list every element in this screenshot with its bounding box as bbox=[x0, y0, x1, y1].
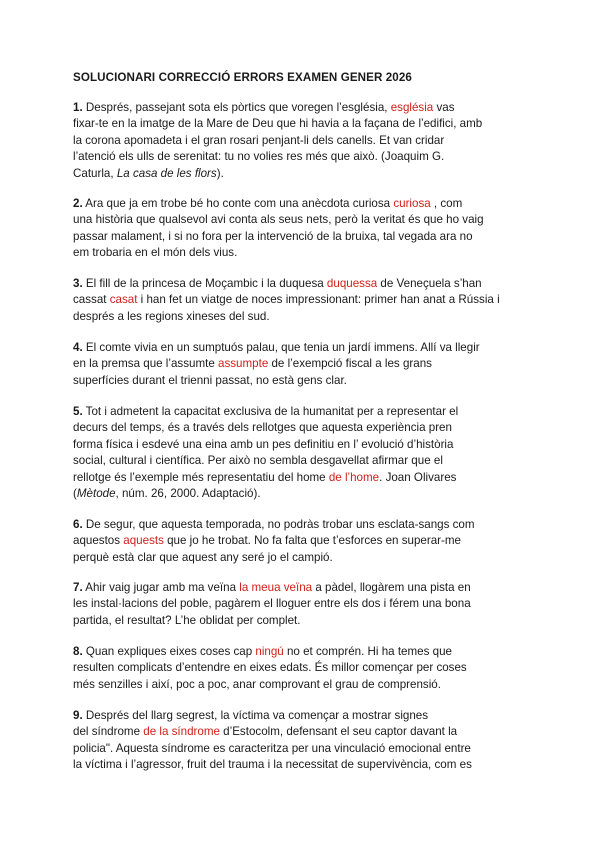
text-span: aquestos bbox=[73, 534, 124, 548]
exercise-7-line-3: partida, el resultat? L’he oblidat per complet. bbox=[73, 613, 301, 627]
text-span: Tot i admetent la capacitat exclusiva de la humanitat per a representar el bbox=[82, 405, 459, 418]
text-span: vas bbox=[433, 101, 455, 114]
text-span: d’Estocolm, defensant el seu captor davant la bbox=[219, 725, 458, 739]
exercise-number: 4. bbox=[73, 341, 83, 354]
correction-text: casat bbox=[109, 293, 138, 307]
text-span: . Joan Olivares bbox=[379, 470, 457, 484]
exercise-6-line-2 bbox=[73, 533, 533, 549]
exercise-5-line-4: social, cultural i científica. Per això no sembla desgavellat afirmar que el bbox=[73, 454, 443, 468]
exercise-5-line-6 bbox=[73, 486, 533, 502]
exercise-number: 8. bbox=[73, 645, 83, 658]
exercise-2-line-2: una història que qualsevol avi conta als seus nets, però la veritat és que ho vaig bbox=[73, 213, 484, 227]
text-span: Ara que ja em trobe bé ho conte com una anècdota curiosa bbox=[82, 197, 394, 210]
exercise-3 bbox=[73, 276, 533, 325]
text-span: ). bbox=[216, 166, 224, 180]
exercise-9-line-4: la víctima i l’agressor, fruit del trauma i la necessitat de supervivència, com es bbox=[73, 758, 472, 772]
text-span: ( bbox=[73, 487, 77, 501]
text-span: de Veneçuela s’han bbox=[377, 277, 482, 290]
exercise-3-line-3: després a les regions xineses del sud. bbox=[73, 309, 270, 323]
text-span: El comte vivia en un sumptuós palau, que tenia un jardí immens. Allí va llegir bbox=[82, 341, 480, 354]
text-span: que jo he trobat. No fa falta que t’esforces en superar-me bbox=[163, 534, 461, 548]
exercise-6 bbox=[73, 517, 533, 566]
exercise-7-line-1 bbox=[73, 580, 533, 596]
exercise-9-line-1 bbox=[73, 708, 533, 724]
exercise-8-line-1 bbox=[73, 644, 533, 660]
exercise-5-line-5 bbox=[73, 470, 533, 486]
text-span: de l’exempció fiscal a les grans bbox=[268, 357, 432, 371]
exercise-number: 1. bbox=[73, 101, 83, 114]
text-span: Quan expliques eixes coses cap bbox=[82, 645, 256, 658]
exercise-1-line-3: la corona apomadeta i el gran rosari penjant-li dels canells. Et van cridar bbox=[73, 133, 445, 147]
exercise-1 bbox=[73, 100, 533, 182]
text-span: , núm. 26, 2000. Adaptació). bbox=[115, 487, 261, 501]
exercise-9-line-3: policia". Aquesta síndrome es caracteritza per una vinculació emocional entre bbox=[73, 741, 471, 755]
exercise-1-line-4: l’atenció els ulls de serenitat: tu no volies res més que això. (Joaquim G. bbox=[73, 150, 445, 164]
correction-text: església bbox=[390, 101, 434, 114]
exercise-4-line-2 bbox=[73, 356, 533, 372]
exercise-4 bbox=[73, 340, 533, 389]
exercise-5-line-3: forma física i esdevé una eina amb un pes definitiu en l’ evolució d’història bbox=[73, 437, 454, 451]
correction-text: de l’home bbox=[328, 470, 380, 484]
text-span: no et comprén. Hi ha temes que bbox=[283, 645, 452, 658]
exercise-5 bbox=[73, 404, 533, 502]
exercise-8-line-3: més senzilles i així, poc a poc, anar comprovant el grau de comprensió. bbox=[73, 677, 441, 691]
text-span: rellotge és l’exemple més representatiu del home bbox=[73, 470, 329, 484]
document-title: SOLUCIONARI CORRECCIÓ ERRORS EXAMEN GENER 2026 bbox=[73, 71, 412, 84]
exercise-2 bbox=[73, 196, 533, 262]
exercise-number: 5. bbox=[73, 405, 83, 418]
exercise-number: 7. bbox=[73, 581, 83, 594]
exercise-5-line-1 bbox=[73, 404, 533, 420]
exercise-3-line-1 bbox=[73, 276, 533, 292]
exercise-7 bbox=[73, 580, 533, 629]
exercise-6-line-1 bbox=[73, 517, 533, 533]
exercise-3-line-2 bbox=[73, 292, 533, 308]
correction-text: ningú bbox=[255, 645, 284, 658]
exercise-2-line-4: em trobaria en el món dels vius. bbox=[73, 246, 238, 260]
text-span: en la premsa que l’assumte bbox=[73, 357, 218, 371]
correction-text: duquessa bbox=[326, 277, 378, 290]
text-span: Després, passejant sota els pòrtics que voregen l’església, bbox=[82, 101, 391, 114]
journal-title: Mètode bbox=[76, 487, 116, 501]
exercise-5-line-2: decurs del temps, és a través dels rellotges que aquesta experiència pren bbox=[73, 421, 452, 435]
exercise-6-line-3: perquè està clar que aquest any seré jo el campió. bbox=[73, 550, 333, 564]
exercise-4-line-1 bbox=[73, 340, 533, 356]
text-span: El fill de la princesa de Moçambic i la duquesa bbox=[82, 277, 327, 290]
exercise-9 bbox=[73, 708, 533, 774]
exercise-7-line-2: les instal·lacions del poble, pagàrem el lloguer entre els dos i férem una bona bbox=[73, 597, 471, 611]
exercise-1-line-5 bbox=[73, 166, 533, 182]
exercise-number: 6. bbox=[73, 518, 83, 531]
exercise-number: 9. bbox=[73, 709, 83, 722]
text-span: , com bbox=[430, 197, 463, 210]
text-span: i han fet un viatge de noces impressionant: primer han anat a Rússia i bbox=[137, 293, 500, 307]
exercise-2-line-3: passar malament, i si no fora per la intervenció de la bruixa, tal vegada ara no bbox=[73, 229, 473, 243]
exercise-1-line-1 bbox=[73, 100, 533, 116]
exercise-2-line-1 bbox=[73, 196, 533, 212]
correction-text: assumpte bbox=[218, 357, 269, 371]
exercise-4-line-3: superfícies durant el trienni passat, no està gens clar. bbox=[73, 373, 347, 387]
exercise-8 bbox=[73, 644, 533, 693]
text-span: De segur, que aquesta temporada, no podràs trobar uns esclata-sangs com bbox=[82, 518, 475, 531]
book-title: La casa de les flors bbox=[116, 166, 217, 180]
text-span: cassat bbox=[73, 293, 110, 307]
correction-text: de la síndrome bbox=[143, 725, 220, 739]
text-span: Ahir vaig jugar amb ma veïna bbox=[82, 581, 240, 594]
exercise-number: 3. bbox=[73, 277, 83, 290]
correction-text: curiosa bbox=[393, 197, 431, 210]
text-span: Caturla, bbox=[73, 166, 117, 180]
text-span: Després del llarg segrest, la víctima va començar a mostrar signes bbox=[82, 709, 429, 722]
exercise-1-line-2: fixar-te en la imatge de la Mare de Deu que hi havia a la façana de l’edifici, amb bbox=[73, 117, 483, 131]
text-span: a pàdel, llogàrem una pista en bbox=[312, 581, 471, 594]
exercise-8-line-2: resulten complicats d’entendre en eixes edats. És millor començar per coses bbox=[73, 661, 467, 675]
exercise-9-line-2 bbox=[73, 724, 533, 740]
text-span: del síndrome bbox=[73, 725, 144, 739]
correction-text: la meua veïna bbox=[239, 581, 313, 594]
correction-text: aquests bbox=[123, 534, 164, 548]
exercise-number: 2. bbox=[73, 197, 83, 210]
